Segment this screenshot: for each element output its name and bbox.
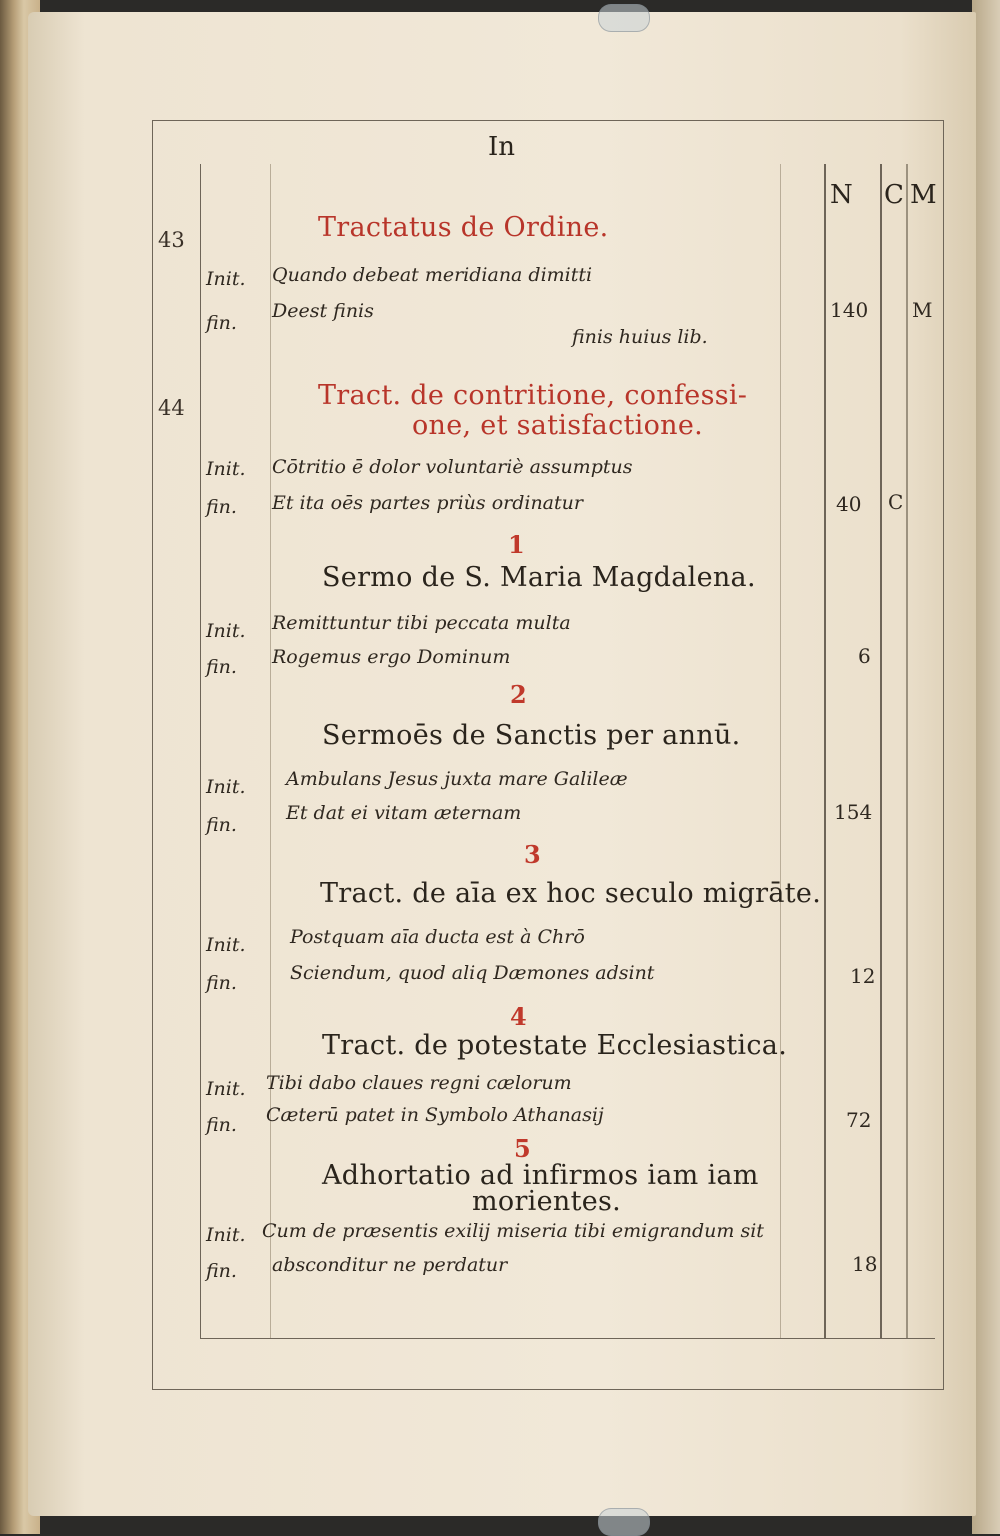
entry-number: 43 <box>158 228 185 252</box>
init-label: Init. <box>206 620 246 642</box>
page-clip-top <box>598 4 650 32</box>
entry-marker: 3 <box>524 840 541 869</box>
entry-number: 44 <box>158 396 185 420</box>
m-column-rule <box>906 164 908 1338</box>
init-label: Init. <box>206 776 246 798</box>
n-value: 18 <box>852 1252 878 1276</box>
entry-title-line2: one, et satisfactione. <box>412 410 703 441</box>
init-label: Init. <box>206 1078 246 1100</box>
explicit: Deest finis <box>272 300 374 322</box>
fin-label: fin. <box>206 814 237 836</box>
column-m-heading: M <box>910 180 937 210</box>
explicit: Et dat ei vitam æternam <box>286 802 522 824</box>
entry-title: Sermoēs de Sanctis per annū. <box>322 720 741 751</box>
init-label: Init. <box>206 934 246 956</box>
explicit: absconditur ne perdatur <box>272 1254 508 1276</box>
cm-value: M <box>912 298 933 322</box>
fin-label: fin. <box>206 972 237 994</box>
init-label: Init. <box>206 268 246 290</box>
incipit: Postquam aīa ducta est à Chrō <box>290 926 585 948</box>
entry-title: Tract. de aīa ex hoc seculo migrāte. <box>320 878 822 909</box>
explicit: Sciendum, quod aliq Dæmones adsint <box>290 962 655 984</box>
entry-title-line1: Tract. de contritione, confessi- <box>318 380 748 411</box>
page-clip-bottom <box>598 1508 650 1536</box>
fin-label: fin. <box>206 312 237 334</box>
header-in: In <box>488 132 516 162</box>
entry-marker: 4 <box>510 1002 527 1031</box>
c-column-rule <box>880 164 882 1338</box>
n-value: 72 <box>846 1108 872 1132</box>
init-label: Init. <box>206 458 246 480</box>
fin-label: fin. <box>206 656 237 678</box>
incipit: Ambulans Jesus juxta mare Galileæ <box>286 768 628 790</box>
incipit: Cōtritio ē dolor voluntariè assumptus <box>272 456 633 478</box>
init-label: Init. <box>206 1224 246 1246</box>
entry-title: Tract. de potestate Ecclesiastica. <box>322 1030 788 1061</box>
explicit: Et ita oēs partes priùs ordinatur <box>272 492 583 514</box>
facing-page-edge <box>972 0 1000 1534</box>
fin-label: fin. <box>206 496 237 518</box>
explicit: Rogemus ergo Dominum <box>272 646 511 668</box>
entry-title-line1: Adhortatio ad infirmos iam iam <box>322 1160 759 1191</box>
incipit: Quando debeat meridiana dimitti <box>272 264 593 286</box>
entry-marker: 5 <box>514 1134 531 1163</box>
n-column-rule <box>824 164 826 1338</box>
column-c-heading: C <box>884 180 904 210</box>
entry-marker: 1 <box>508 530 525 559</box>
n-value: 12 <box>850 964 876 988</box>
n-value: 6 <box>858 644 871 668</box>
explicit: Cæterū patet in Symbolo Athanasij <box>266 1104 604 1126</box>
n-value: 40 <box>836 492 862 516</box>
fin-label: fin. <box>206 1260 237 1282</box>
cm-value: C <box>888 490 904 514</box>
entry-title-line2: morientes. <box>472 1186 622 1217</box>
column-n-heading: N <box>830 180 853 210</box>
incipit: Remittuntur tibi peccata multa <box>272 612 571 634</box>
n-value: 140 <box>830 298 869 322</box>
entry-title: Sermo de S. Maria Magdalena. <box>322 562 756 593</box>
entry-title: Tractatus de Ordine. <box>318 212 609 243</box>
n-value: 154 <box>834 800 873 824</box>
faint-rule <box>270 164 271 1338</box>
note: finis huius lib. <box>572 326 708 348</box>
fin-label: fin. <box>206 1114 237 1136</box>
faint-rule <box>780 164 781 1338</box>
entry-marker: 2 <box>510 680 527 709</box>
incipit: Cum de præsentis exilij miseria tibi emigrandum sit <box>262 1220 764 1242</box>
incipit: Tibi dabo claues regni cælorum <box>266 1072 572 1094</box>
